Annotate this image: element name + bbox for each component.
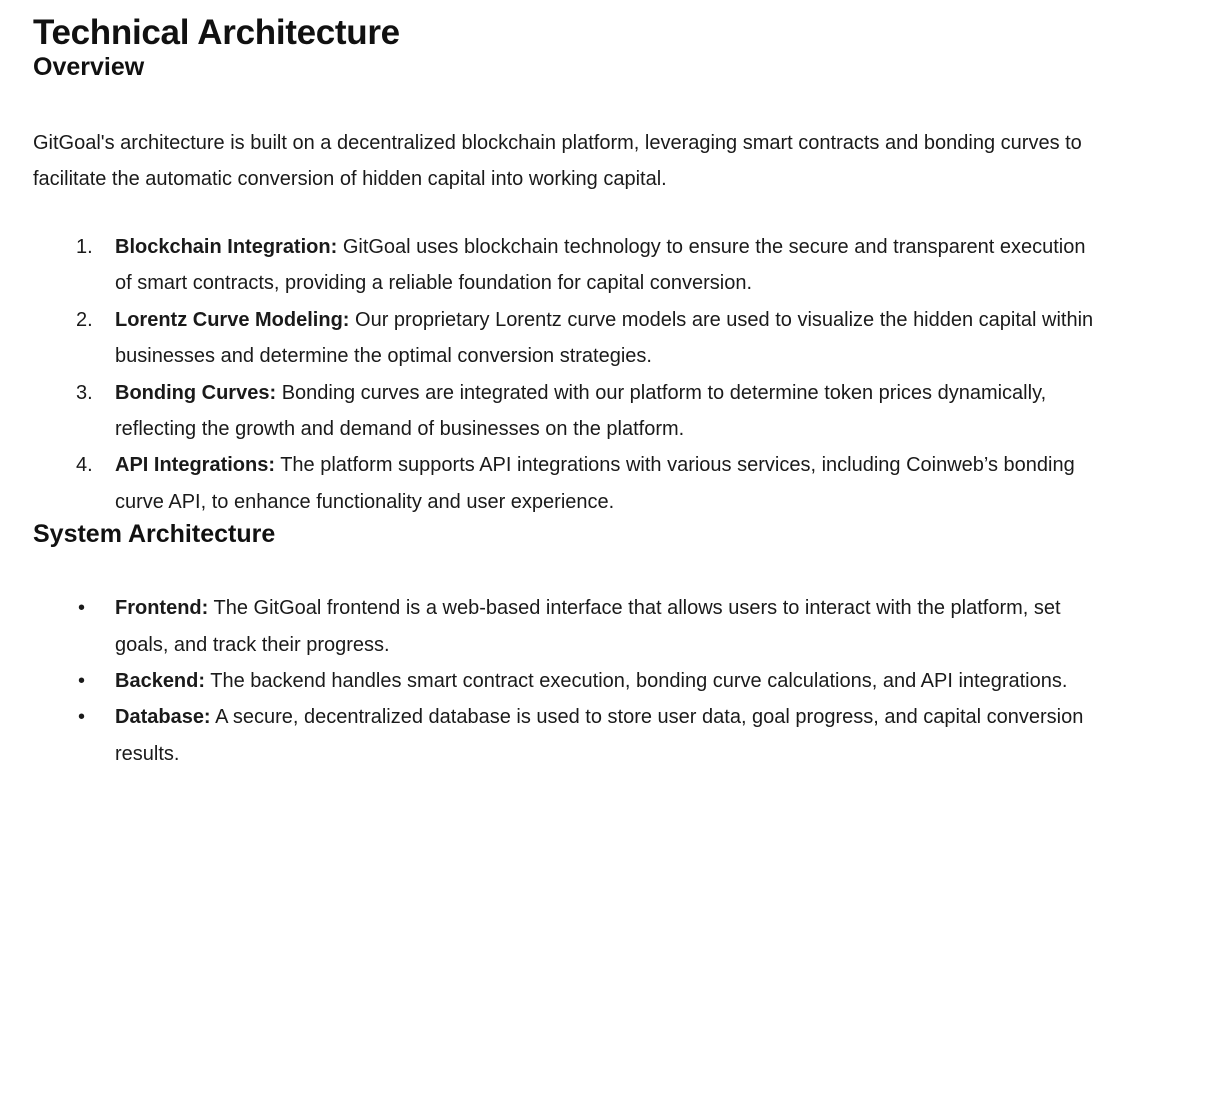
section-heading-system-architecture: System Architecture xyxy=(33,520,276,549)
list-item xyxy=(75,699,1160,772)
list-item-term: Lorentz Curve Modeling: xyxy=(115,308,350,331)
list-item-term: Database: xyxy=(115,706,211,729)
list-item xyxy=(75,447,1160,520)
list-item-content xyxy=(115,229,1105,302)
section-heading-overview: Overview xyxy=(33,53,145,81)
list-item-content xyxy=(115,590,1105,663)
list-item xyxy=(75,302,1160,375)
list-item-number: 1. xyxy=(76,236,93,258)
list-item-number: 4. xyxy=(76,454,93,477)
list-item-text: GitGoal uses blockchain technology to ensure the secure and transparent execution of smart contracts, providing a reliable foundation for capital conversion. xyxy=(115,236,1086,295)
list-item-term: Backend: xyxy=(115,670,206,693)
list-item-text: The backend handles smart contract execution, bonding curve calculations, and API integrations. xyxy=(210,670,1068,693)
list-item-content xyxy=(115,302,1105,375)
list-item-text: The platform supports API integrations with various services, including Coinweb’s bonding curve API, to enhance functionality and user experience. xyxy=(115,454,1075,513)
list-item-content xyxy=(115,663,1105,699)
system-architecture-bullet-list xyxy=(75,590,1160,772)
list-item-text: The GitGoal frontend is a web-based interface that allows users to interact with the platform, set goals, and track their progress. xyxy=(115,597,1061,656)
list-item-content xyxy=(115,375,1105,448)
list-item-term: Blockchain Integration: xyxy=(115,236,338,258)
list-item xyxy=(75,375,1160,448)
list-item-content xyxy=(115,699,1105,772)
bullet-icon: • xyxy=(78,706,86,729)
bullet-icon: • xyxy=(78,670,86,693)
page-title: Technical Architecture xyxy=(33,13,400,52)
list-item xyxy=(75,229,1160,302)
list-item-text: Bonding curves are integrated with our platform to determine token prices dynamically, reflecting the growth and demand of businesses on the platform. xyxy=(115,381,1047,441)
list-item-term: API Integrations: xyxy=(115,454,276,477)
list-item-number: 2. xyxy=(76,308,93,331)
list-item-content xyxy=(115,447,1105,520)
list-item-text: Our proprietary Lorentz curve models are used to visualize the hidden capital within businesses and determine the optimal conversion strategies. xyxy=(115,308,1094,368)
list-item xyxy=(75,663,1160,699)
bullet-icon: • xyxy=(78,597,86,620)
list-item-term: Frontend: xyxy=(115,597,209,620)
list-item-term: Bonding Curves: xyxy=(115,381,277,404)
list-item-number: 3. xyxy=(76,381,93,404)
overview-paragraph: GitGoal's architecture is built on a decentralized blockchain platform, leveraging smart contracts and bonding curves to facilitate the automatic conversion of hidden capital into working capital. xyxy=(33,132,1082,190)
overview-ordered-list xyxy=(75,229,1160,520)
list-item xyxy=(75,590,1160,663)
list-item-text: A secure, decentralized database is used to store user data, goal progress, and capital conversion results. xyxy=(115,706,1084,765)
